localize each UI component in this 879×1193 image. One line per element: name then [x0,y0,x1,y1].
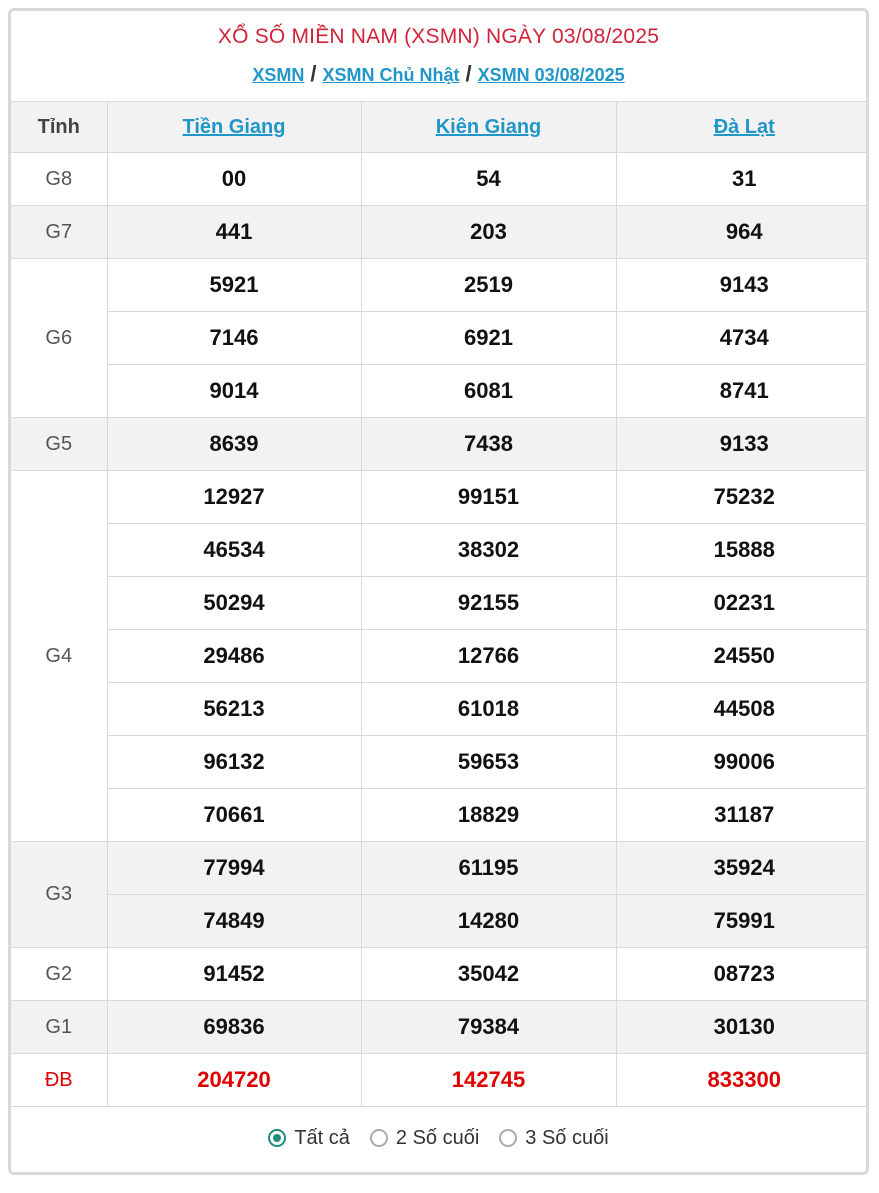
result-number: 6081 [361,365,616,418]
result-number: 24550 [616,630,869,683]
prize-label: G1 [11,1001,107,1054]
result-number: 29486 [107,630,361,683]
column-header-province [107,102,361,153]
result-number: 75232 [616,471,869,524]
radio-selected-icon[interactable] [268,1129,286,1147]
result-number: 77994 [107,842,361,895]
result-number: 30130 [616,1001,869,1054]
table-row [11,842,869,895]
result-number: 70661 [107,789,361,842]
result-number: 9014 [107,365,361,418]
prize-label: G6 [11,259,107,418]
column-header-province [361,102,616,153]
table-row [11,683,869,736]
result-number: 35924 [616,842,869,895]
result-number: 2519 [361,259,616,312]
prize-label: G4 [11,471,107,842]
breadcrumb-xsmn-chu-nhat[interactable]: XSMN Chủ Nhật [322,65,460,85]
filter-option-2-digits[interactable] [370,1127,479,1150]
table-row [11,577,869,630]
result-number: 7438 [361,418,616,471]
result-number: 50294 [107,577,361,630]
page-title: XỔ SỐ MIỀN NAM (XSMN) NGÀY 03/08/2025 [217,25,660,48]
result-number: 204720 [107,1054,361,1107]
table-row [11,736,869,789]
result-number: 9133 [616,418,869,471]
result-number: 99151 [361,471,616,524]
result-number: 18829 [361,789,616,842]
table-row [11,524,869,577]
filter-label: Tất cả [294,1126,350,1149]
result-number: 8639 [107,418,361,471]
prize-label: G3 [11,842,107,948]
result-number: 31 [616,153,869,206]
result-number: 00 [107,153,361,206]
result-number: 441 [107,206,361,259]
prize-label: G5 [11,418,107,471]
filter-label: 3 Số cuối [525,1126,609,1149]
filter-label: 2 Số cuối [395,1126,480,1149]
result-number: 964 [616,206,869,259]
table-row [11,259,869,312]
table-row [11,365,869,418]
result-number: 79384 [361,1001,616,1054]
result-number: 61195 [361,842,616,895]
table-row [11,1054,869,1107]
table-row [11,948,869,1001]
result-number: 91452 [107,948,361,1001]
result-number: 54 [361,153,616,206]
result-number: 35042 [361,948,616,1001]
prize-label: ĐB [11,1054,107,1107]
result-number: 4734 [616,312,869,365]
result-number: 31187 [616,789,869,842]
result-number: 96132 [107,736,361,789]
results-body [11,153,869,1107]
result-number: 56213 [107,683,361,736]
table-row [11,789,869,842]
result-number: 8741 [616,365,869,418]
prize-label: G7 [11,206,107,259]
province-link-tien-giang[interactable]: Tiền Giang [182,115,286,138]
prize-label: G2 [11,948,107,1001]
table-row [11,1001,869,1054]
table-row [11,471,869,524]
table-header-row [11,102,869,153]
result-number: 203 [361,206,616,259]
result-number: 08723 [616,948,869,1001]
result-number: 75991 [616,895,869,948]
table-row [11,153,869,206]
column-header-province [616,102,869,153]
column-header-tinh: Tỉnh [11,102,107,153]
result-number: 12927 [107,471,361,524]
result-number: 15888 [616,524,869,577]
result-number: 14280 [361,895,616,948]
breadcrumb [11,61,866,87]
prize-label: G8 [11,153,107,206]
result-number: 833300 [616,1054,869,1107]
province-link-da-lat[interactable]: Đà Lạt [713,115,775,138]
result-number: 6921 [361,312,616,365]
breadcrumb-xsmn-date[interactable]: XSMN 03/08/2025 [477,65,625,85]
results-card [8,8,869,1175]
result-number: 69836 [107,1001,361,1054]
table-row [11,206,869,259]
result-number: 142745 [361,1054,616,1107]
table-row [11,630,869,683]
radio-icon[interactable] [370,1129,388,1147]
result-number: 61018 [361,683,616,736]
digit-filter [11,1107,866,1169]
result-number: 9143 [616,259,869,312]
result-number: 74849 [107,895,361,948]
breadcrumb-xsmn[interactable]: XSMN [252,65,305,85]
table-row [11,312,869,365]
breadcrumb-separator: / [465,61,472,86]
table-row [11,418,869,471]
breadcrumb-separator: / [310,61,317,86]
result-number: 5921 [107,259,361,312]
results-header [11,11,866,101]
result-number: 12766 [361,630,616,683]
filter-option-3-digits[interactable] [499,1127,608,1150]
result-number: 38302 [361,524,616,577]
result-number: 46534 [107,524,361,577]
results-table [11,101,869,1107]
result-number: 99006 [616,736,869,789]
radio-icon[interactable] [499,1129,517,1147]
result-number: 59653 [361,736,616,789]
province-link-kien-giang[interactable]: Kiên Giang [435,115,542,138]
filter-option-all[interactable] [268,1127,350,1150]
result-number: 7146 [107,312,361,365]
result-number: 44508 [616,683,869,736]
result-number: 92155 [361,577,616,630]
result-number: 02231 [616,577,869,630]
table-row [11,895,869,948]
